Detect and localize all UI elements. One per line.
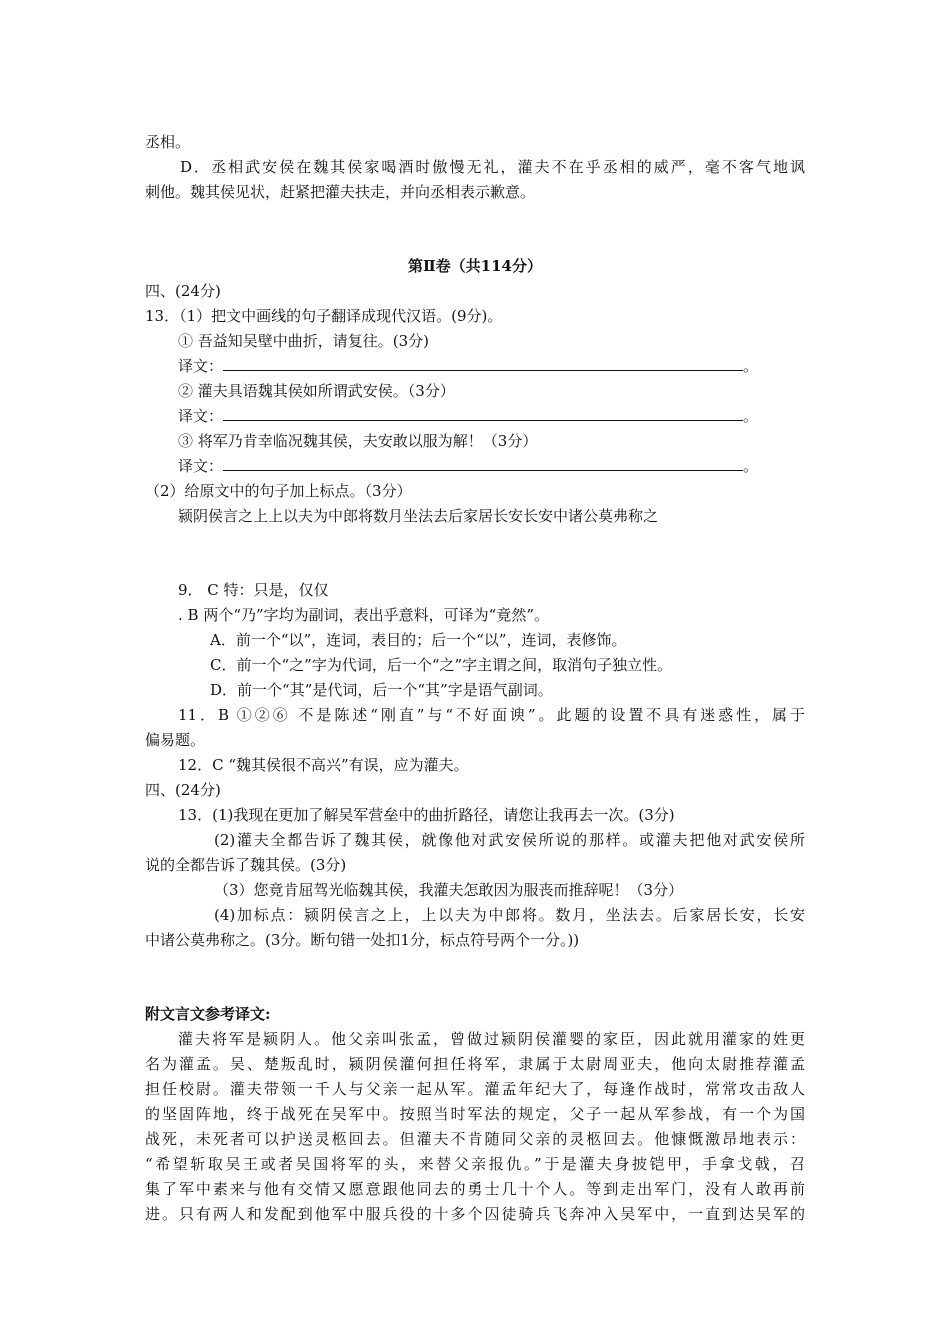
- option-d-line: 刺他。魏其侯见状，赶紧把灌夫扶走，并向丞相表示歉意。: [145, 183, 536, 201]
- answer-13-1: 13．(1)我现在更加了解吴军营垒中的曲折路径，请您让我再去一次。(3分): [178, 806, 675, 824]
- answer-line-1: [178, 354, 758, 378]
- answer-blank[interactable]: [223, 456, 743, 471]
- answer-10-d: D．前一个“其”是代词，后一个“其”字是语气副词。: [210, 681, 553, 699]
- question-13-2: （2）给原文中的句子加上标点。（3分）: [145, 482, 412, 500]
- translation-line: 担任校尉。灌夫带领一千人与父亲一起从军。灌孟年纪大了，每逢作战时，常常攻击敌人: [145, 1080, 805, 1098]
- punctuation-text: 颍阴侯言之上上以夫为中郎将数月坐法去后家居长安长安中诸公莫弗称之: [178, 507, 659, 525]
- option-d-line: D．丞相武安侯在魏其侯家喝酒时傲慢无礼，灌夫不在乎丞相的威严，毫不客气地讽: [180, 158, 805, 176]
- answer-10: . B 两个“乃”字均为副词，表出乎意料，可译为“竟然”。: [178, 606, 550, 624]
- answer-13-4-cont: 中诸公莫弗称之。(3分。断句错一处扣1分，标点符号两个一分。)): [145, 931, 580, 949]
- answer-9: 9． C 特：只是，仅仅: [178, 581, 329, 599]
- answer-label: 译文：: [178, 407, 224, 425]
- section-heading: 四、(24分): [145, 781, 221, 799]
- answer-blank[interactable]: [223, 406, 743, 421]
- answer-blank[interactable]: [223, 356, 743, 371]
- answer-line-3: [178, 454, 758, 478]
- answer-end: 。: [743, 407, 759, 425]
- translate-sentence-2: ② 灌夫具语魏其侯如所谓武安侯。（3分）: [178, 382, 455, 400]
- part-two-heading: 第Ⅱ卷（共114分）: [408, 257, 542, 275]
- answer-13-3: （3）您竟肯屈驾光临魏其侯，我灌夫怎敢因为服丧而推辞呢！（3分）: [214, 881, 684, 899]
- answer-10-a: A．前一个“以”，连词，表目的；后一个“以”，连词，表修饰。: [210, 631, 627, 649]
- answer-13-2: (2)灌夫全都告诉了魏其侯，就像他对武安侯所说的那样。或灌夫把他对武安侯所: [214, 831, 805, 849]
- answer-label: 译文：: [178, 357, 224, 375]
- section-heading: 四、(24分): [145, 282, 221, 300]
- translate-sentence-3: ③ 将军乃肯幸临况魏其侯，夫安敢以服为解！（3分）: [178, 432, 538, 450]
- answer-13-4: (4)加标点：颍阴侯言之上，上以夫为中郎将。数月，坐法去。后家居长安，长安: [214, 906, 805, 924]
- translation-line: 名为灌孟。吴、楚叛乱时，颍阴侯灌何担任将军，隶属于太尉周亚夫，他向太尉推荐灌孟: [145, 1055, 805, 1073]
- answer-end: 。: [743, 457, 759, 475]
- answer-10-c: C．前一个“之”字为代词，后一个“之”字主谓之间，取消句子独立性。: [210, 656, 673, 674]
- text-line: 丞相。: [145, 133, 191, 151]
- translation-line: 战死，未死者可以护送灵柩回去。但灌夫不肯随同父亲的灵柩回去。他慷慨激昂地表示：: [145, 1130, 805, 1148]
- translation-line: “希望斩取吴王或者吴国将军的头，来替父亲报仇。”于是灌夫身披铠甲，手拿戈戟，召: [145, 1155, 805, 1173]
- answer-13-2-cont: 说的全都告诉了魏其侯。(3分): [145, 856, 347, 874]
- translation-line: 集了军中素来与他有交情又愿意跟他同去的勇士几十个人。等到走出军门，没有人敢再前: [145, 1180, 805, 1198]
- answer-12: 12．C “魏其侯很不高兴”有误，应为灌夫。: [178, 756, 469, 774]
- translation-heading: 附文言文参考译文:: [145, 1005, 271, 1023]
- translation-line: 进。只有两人和发配到他军中服兵役的十多个囚徒骑兵飞奔冲入吴军中，一直到达吴军的: [145, 1205, 805, 1223]
- question-13-intro: 13．（1）把文中画线的句子翻译成现代汉语。(9分)。: [145, 307, 503, 325]
- translate-sentence-1: ① 吾益知吴壁中曲折，请复往。(3分): [178, 332, 430, 350]
- translation-line: 的坚固阵地，终于战死在吴军中。按照当时军法的规定，父子一起从军参战，有一个为国: [145, 1105, 805, 1123]
- answer-end: 。: [743, 357, 759, 375]
- answer-11: 11．B ①②⑥ 不是陈述“刚直”与“不好面谀”。此题的设置不具有迷惑性，属于: [178, 706, 805, 724]
- translation-line: 灌夫将军是颍阴人。他父亲叫张孟，曾做过颍阴侯灌婴的家臣，因此就用灌家的姓更: [178, 1030, 805, 1048]
- answer-line-2: [178, 404, 758, 428]
- answer-label: 译文：: [178, 457, 224, 475]
- answer-11-cont: 偏易题。: [145, 731, 206, 749]
